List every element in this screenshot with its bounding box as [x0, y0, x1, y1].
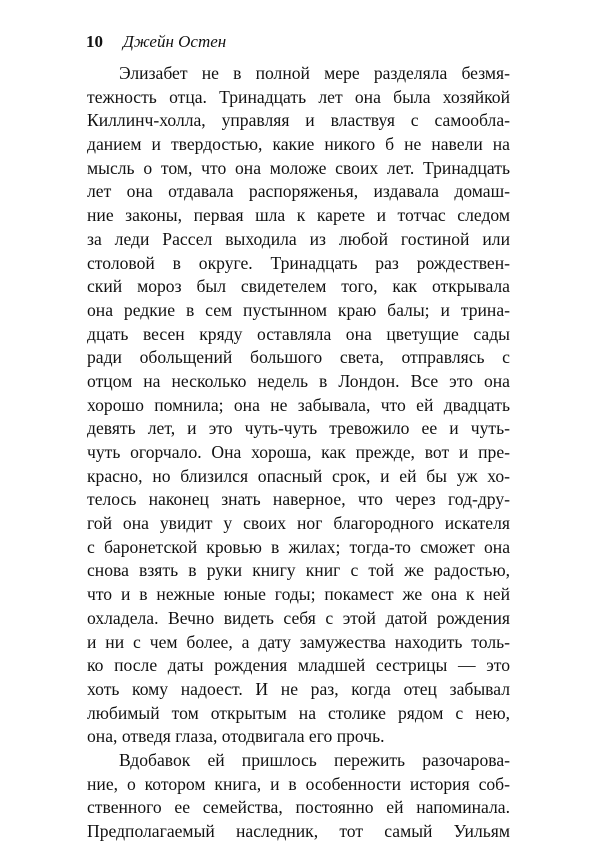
page-number: 10 — [86, 32, 103, 51]
text-line: и ни с чем более, а дату замужества находить толь- — [87, 631, 510, 652]
text-line: девять лет, и это чуть-чуть тревожило ее и чуть- — [87, 418, 510, 439]
text-line: данием и твердостью, какие никого б не навели на — [87, 134, 510, 155]
text-line: Киллинч-холла, управляя и властвуя с самообла- — [87, 110, 510, 131]
text-line: тежность отца. Тринадцать лет она была хозяйкой — [87, 86, 510, 107]
text-line: ние, о котором книга, и в особенности история соб- — [87, 773, 510, 794]
text-line: Элизабет не в полной мере разделяла безмя- — [119, 63, 510, 83]
text-line: хоть кому надоест. И не раз, когда отец забывал — [87, 678, 510, 699]
text-line: лет она отдавала распоряженья, издавала домаш- — [87, 181, 510, 202]
text-line: чуть огорчало. Она хороша, как прежде, вот и пре- — [87, 442, 510, 462]
text-line: ский мороз был свидетелем того, как открывала — [87, 276, 510, 297]
text-line: дцать весен кряду оставляла она цветущие сады — [87, 323, 510, 344]
text-line: что и в нежные юные годы; покамест же она к ней — [87, 584, 510, 605]
text-line: снова взять в руки книгу книг с той же радостью, — [87, 560, 510, 581]
text-line: ние законы, первая шла к карете и тотчас следом — [87, 205, 510, 226]
page-header — [86, 32, 226, 56]
text-line: телось наконец знать наверное, что через год-дру- — [87, 489, 510, 510]
running-head: Джейн Остен — [123, 32, 227, 51]
text-line: гой она увидит у своих ног благородного искателя — [87, 513, 510, 534]
text-line: красно, но близился опасный срок, и ей бы уж хо- — [87, 465, 510, 486]
text-line: любимый том открытым на столике рядом с нею, — [87, 702, 510, 723]
text-line: охладела. Вечно видеть себя с этой датой рождения — [87, 607, 510, 628]
text-line: ственного ее семейства, постоянно ей напоминала. — [87, 797, 510, 818]
text-line: за леди Рассел выходила из любой гостиной или — [87, 228, 510, 249]
text-line: Вдобавок ей пришлось пережить разочарова- — [119, 749, 510, 770]
text-line: столовой в округе. Тринадцать раз рождествен- — [87, 252, 510, 273]
text-line: Предполагаемый наследник, тот самый Уильям — [87, 821, 510, 841]
text-line: мысль о том, что она моложе своих лет. Тринадцать — [87, 157, 510, 178]
text-line: отцом на несколько недель в Лондон. Все это она — [87, 370, 510, 391]
body-text — [87, 62, 510, 844]
text-line: ради обольщений большого света, отправлясь с — [87, 347, 510, 368]
text-line: она редкие в сем пустынном краю балы; и трина- — [87, 299, 510, 320]
text-line: она, отведя глаза, отодвигала его прочь. — [87, 726, 385, 747]
text-line: ко после даты рождения младшей сестрицы — это — [87, 655, 510, 676]
text-line: с баронетской кровью в жилах; тогда-то сможет она — [87, 536, 510, 557]
text-line: хорошо помнила; она не забывала, что ей двадцать — [87, 394, 510, 415]
